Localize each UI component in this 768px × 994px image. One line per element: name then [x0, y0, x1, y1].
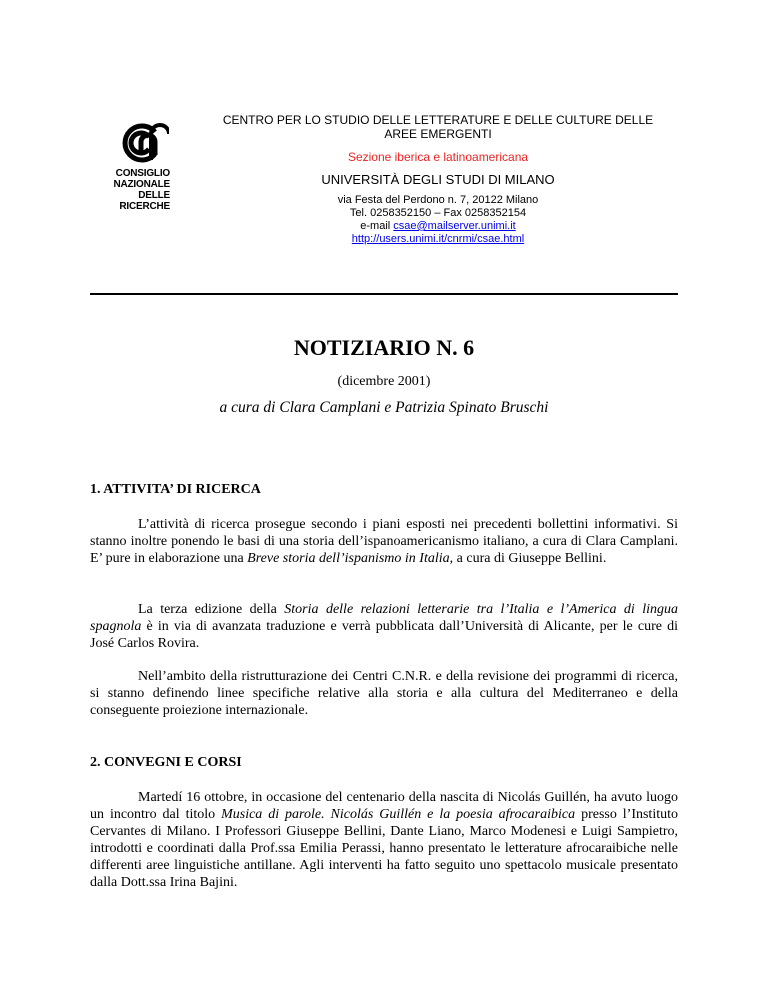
- paragraph-text: presso l’Instituto Cervantes di Milano. I Professori Giuseppe Bellini, Dante Liano, Marco Modenesi e Luigi Sampietro, introdotti e coordinati dalla Prof.ssa Emilia Perassi, hanno presentato le letterature afrocaraibiche nelle differenti aree linguistiche antillane. Agli interventi ha fatto seguito uno spettacolo musicale presentato dalla Dott.ssa Irina Bajini.: [90, 807, 678, 890]
- logo-text: [108, 168, 170, 212]
- center-name-line: CENTRO PER LO STUDIO DELLE LETTERATURE E DELLE CULTURE DELLE: [222, 113, 654, 127]
- editors: a cura di Clara Camplani e Patrizia Spinato Bruschi: [219, 399, 549, 416]
- section-name: Sezione iberica e latinoamericana: [347, 150, 529, 164]
- website-link[interactable]: http://users.unimi.it/cnrmi/csae.html: [351, 233, 525, 245]
- paragraph-text: La terza edizione della: [138, 602, 285, 617]
- logo-line: CONSIGLIO: [115, 168, 170, 179]
- paragraph-text: Martedí 16 ottobre, in occasione del centenario della nascita di Nicolás Guillén, ha avuto luogo un incontro dal titolo: [90, 790, 678, 822]
- center-name: [196, 113, 680, 141]
- paragraph-text: , a cura di Giuseppe Bellini.: [449, 551, 607, 566]
- email-prefix: e-mail: [360, 220, 394, 232]
- book-title: Storia delle relazioni letterarie tra l’Italia e l’America di lingua spagnola: [90, 602, 679, 634]
- book-title: Breve storia dell’ispanismo in Italia: [247, 551, 450, 566]
- logo-line: NAZIONALE: [113, 179, 170, 190]
- paragraph: [90, 516, 678, 567]
- university-name: UNIVERSITÀ DEGLI STUDI DI MILANO: [321, 172, 555, 187]
- email-line: [196, 220, 680, 233]
- paragraph-text: L’attività di ricerca prosegue secondo i piani esposti nei precedenti bollettini informativi. Si stanno inoltre ponendo le basi di una storia dell’ispanoamericanismo italiano, a cura di Clara Camplani. E’ pure in elaborazione una: [90, 517, 678, 566]
- logo-line: DELLE: [138, 190, 170, 201]
- paragraph-text: è in via di avanzata traduzione e verrà pubblicata dall’Università di Alicante, per le cure di José Carlos Rovira.: [90, 619, 678, 651]
- section-heading-conferences: 2. CONVEGNI E CORSI: [90, 755, 242, 770]
- url-line: [196, 233, 680, 246]
- event-title: Musica di parole. Nicolás Guillén e la poesia afrocaraibica: [221, 807, 576, 822]
- letterhead: [196, 113, 680, 246]
- cnr-logo: [108, 120, 170, 212]
- cnr-logo-icon: [111, 120, 169, 166]
- page-title: NOTIZIARIO N. 6: [293, 335, 475, 360]
- logo-line: RICERCHE: [119, 201, 170, 212]
- issue-date: (dicembre 2001): [337, 374, 431, 389]
- header-divider: [90, 293, 678, 295]
- section-heading-research: 1. ATTIVITA’ DI RICERCA: [90, 482, 261, 497]
- email-link[interactable]: csae@mailserver.unimi.it: [393, 220, 516, 232]
- paragraph: [90, 601, 678, 652]
- paragraph: [90, 789, 678, 891]
- address: via Festa del Perdono n. 7, 20122 Milano: [337, 194, 539, 206]
- paragraph: Nell’ambito della ristrutturazione dei Centri C.N.R. e della revisione dei programmi di ricerca, si stanno definendo linee specifiche relative alla storia e alla cultura del Mediterraneo e della conseguente proiezione internazionale.: [90, 669, 678, 718]
- center-name-line: AREE EMERGENTI: [384, 127, 492, 141]
- phone-fax: Tel. 0258352150 – Fax 0258352154: [349, 207, 527, 219]
